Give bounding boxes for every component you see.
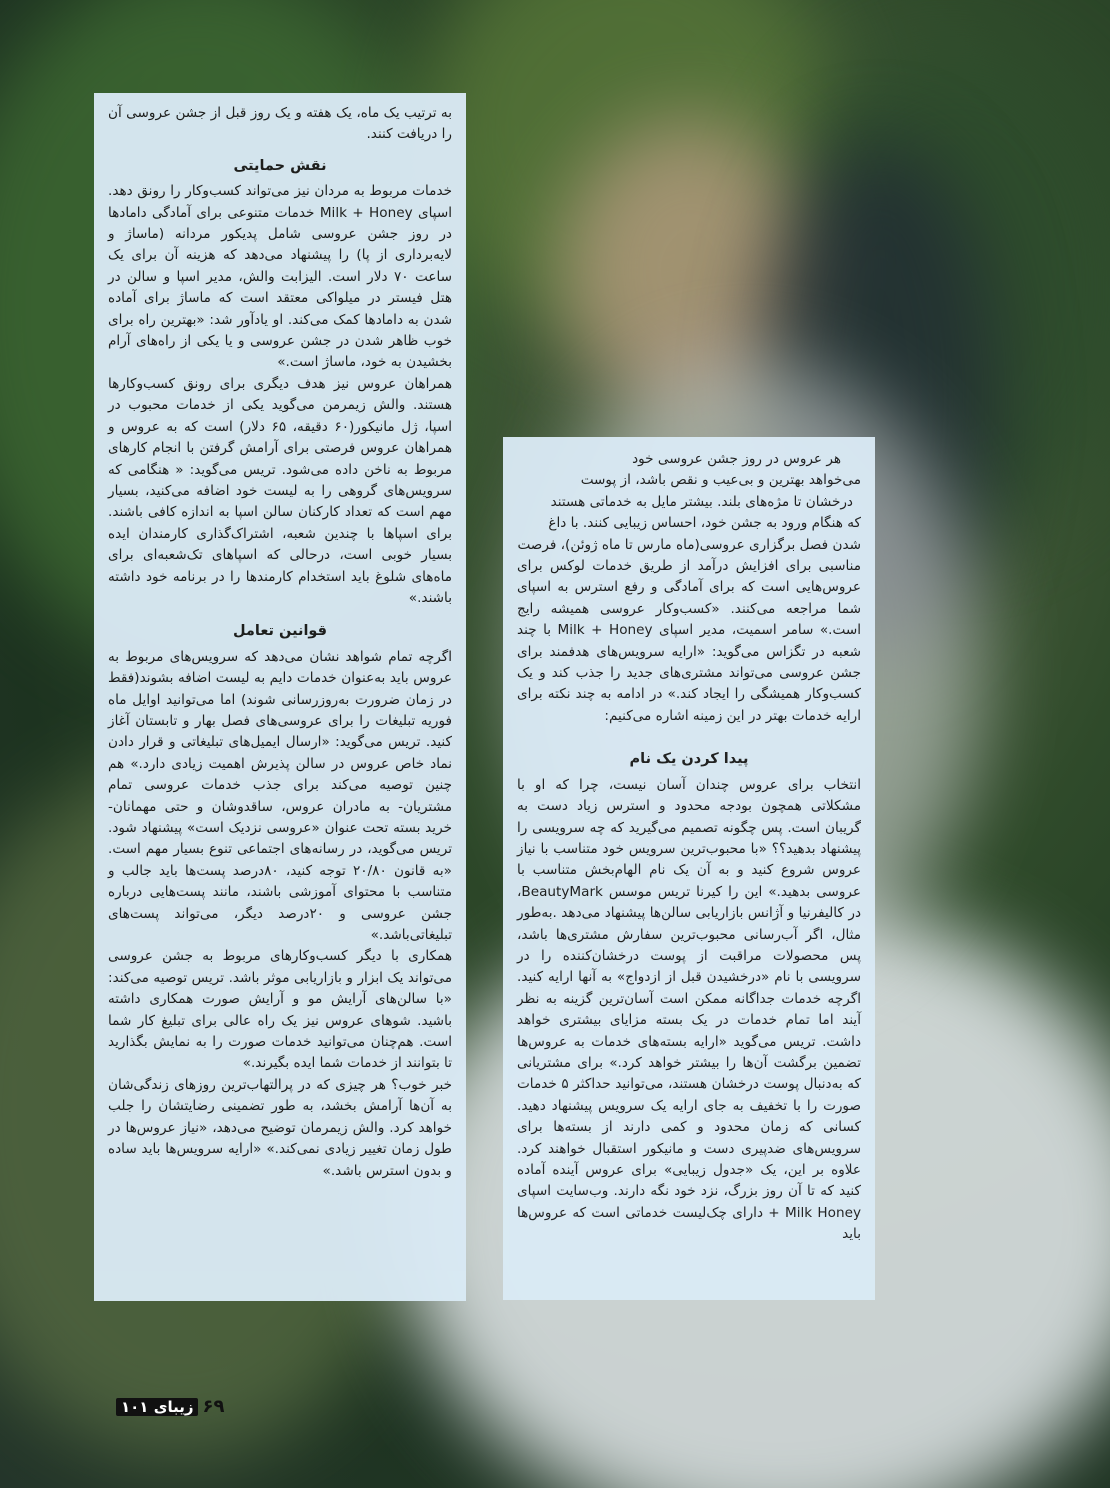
section-heading-naming: پیدا کردن یک نام bbox=[629, 751, 749, 768]
paragraph: همکاری با دیگر کسب‌وکارهای مربوط به جشن عروسی می‌تواند یک ابزار و بازاریابی موثر باشد. تریس توصیه می‌کند: «با سالن‌های آرایش مو و آرایش صورت همکاری داشته باشید. شوهای عروس نیز یک راه عالی برای تبلیغ کار شما است. هم‌چنان می‌توانید خدمات صورت را به نمایش بگذارید تا بتوانند از خدمات شما ایده بگیرند.» bbox=[108, 948, 452, 1072]
lead-line: می‌خواهد بهترین و بی‌عیب و نقص باشد، از پوست bbox=[580, 472, 861, 489]
lead-line: درخشان تا مژه‌های بلند. بیشتر مایل به خدماتی هستند bbox=[550, 493, 853, 510]
paragraph: اگرچه تمام شواهد نشان می‌دهد که سرویس‌های مربوط به عروس باید به‌عنوان خدمات دایم به لیست اضافه بشوند(فقط در زمان ضرورت به‌روزرسانی شوند) اما می‌توانید اوایل ماه فوریه تبلیغات را برای عروسی‌های فصل بهار و تابستان آغاز کنید. تریس می‌گوید: «ارسال ایمیل‌های تبلیغاتی و قرار دادن نماد خاص عروس در سالن پذیرش اهمیت زیادی دارد.» هم چنین توصیه می‌کند برای جذب خدمات عروسی تمام مشتریان- به مادران عروس، ساقدوشان و حتی مهمانان- خرید بسته تحت عنوان «عروسی نزدیک است» پیشنهاد شود. تریس می‌گوید، در رسانه‌های اجتماعی تنوع بسیار مهم است. «به قانون ۲۰/۸۰ توجه کنید، ۸۰درصد پست‌ها باید جالب و متناسب با محتوای آموزشی باشند، مانند پست‌هایی درباره جشن عروسی و ۲۰درصد دیگر، می‌تواند پست‌های تبلیغاتی‌باشد.» bbox=[108, 648, 452, 944]
paragraph: خبر خوب؟ هر چیزی که در پرالتهاب‌ترین روزهای زندگی‌شان به آن‌ها آرامش بخشد، به طور تضمینی رضایتشان را جلب خواهد کرد. والش زیمرمان توضیح می‌دهد، «نیاز عروس‌ها در طول زمان تغییر زیادی نمی‌کند.» «ارایه سرویس‌ها باید ساده و بدون استرس باشد.» bbox=[108, 1076, 452, 1179]
section-heading-engagement: قوانین تعامل bbox=[232, 623, 327, 640]
magazine-logo: زیبای ۱۰۱ bbox=[116, 1398, 198, 1416]
lead-rest: مناسبی برای افزایش درآمد از طریق خدمات لوکس برای عروس‌هایی است که برای آمادگی و رفع استرس به اسپای شما مراجعه می‌کنند. «کسب‌وکار عروسی همیشه رایج است.» سامر اسمیت، مدیر اسپای Milk + Honey با چند شعبه در تگزاس می‌گوید: «ارایه سرویس‌های هدفمند برای جشن عروسی می‌تواند مشتری‌های جدید را جذب کند و یک کسب‌وکار همیشگی را ایجاد کند.» در ادامه به چند نکته برای ارایه خدمات بهتر در این زمینه اشاره می‌کنیم: bbox=[517, 558, 862, 724]
lead-line: هر عروس در روز جشن عروسی خود bbox=[632, 451, 841, 467]
paragraph: همراهان عروس نیز هدف دیگری برای رونق کسب‌وکارها هستند. والش زیمرمن می‌گوید یکی از خدمات محبوب در اسپا، ژل مانیکور(۶۰ دقیقه، ۶۵ دلار) است که به عروس و همراهان عروس فرصتی برای آرامش گرفتن با انجام کارهای مربوط به ناخن داده می‌شود. تریس می‌گوید: « هنگامی که سرویس‌های گروهی را به لیست خود اضافه می‌کنید، بسیار مهم است که تعداد کارکنان سالن اسپا به اندازه کافی باشند. برای اسپاها با چندین شعبه، اشتراک‌گذاری کارمندان ایده بسیار خوبی است، درحالی که اسپاهای تک‌شعبه‌ای برای ماه‌های شلوغ باید استخدام کارمندها را در برنامه خود داشته باشند.» bbox=[108, 375, 452, 606]
page-footer bbox=[116, 1396, 224, 1417]
intro-paragraph: به ترتیب یک ماه، یک هفته و یک روز قبل از جشن عروسی آن را دریافت کنند. bbox=[108, 105, 452, 143]
lead-paragraph bbox=[517, 449, 861, 727]
page-number: ۶۹ bbox=[202, 1396, 225, 1417]
section-heading-support: نقش حمایتی bbox=[233, 157, 327, 174]
paragraph: انتخاب برای عروس چندان آسان نیست، چرا که او با مشکلاتی همچون بودجه محدود و استرس زیاد دست به گریبان است. پس چگونه تصمیم می‌گیرید که چه سرویسی را پیشنهاد بدهید؟؟ «با محبوب‌ترین سرویس خود متناسب با نیاز عروس شروع کنید و به آن یک نام الهام‌بخش متناسب با عروسی بدهید.» این را کیرنا تریس موسس BeautyMark، در کالیفرنیا و آژانس بازاریابی سالن‌ها پیشنهاد می‌دهد .به‌طور مثال، اگر آب‌رسانی محبوب‌ترین سفارش مشتری‌ها باشد، پس محصولات مراقبت از پوست درخشان‌کننده را در سرویسی با نام «درخشیدن قبل از ازدواج» به آنها ارایه کنید. اگرچه خدمات جداگانه ممکن است آسان‌ترین گزینه به نظر آیند اما تمام خدمات در یک بسته مزایای بیشتری خواهد داشت. تریس می‌گوید «ارایه بسته‌های خدمات به عروس‌ها تضمین برگشت آن‌ها را بیشتر خواهد کرد.» برای مشتریانی که به‌دنبال پوست درخشان هستند، می‌توانید حداکثر ۵ خدمات صورت را با تخفیف به جای ارایه یک سرویس پیشنهاد دهید. کسانی که زمان محدود و کمی دارند از بسته‌ها برای سرویس‌های ضدپیری دست و مانیکور استقبال خواهند کرد. علاوه بر این، یک «جدول زیبایی» برای عروس آینده آماده کنید که تا آن روز بزرگ، نزد خود نگه دارند. وب‌سایت اسپای Milk Honey + دارای چک‌لیست خدماتی است که عروس‌ها باید bbox=[517, 776, 861, 1243]
left-text-column bbox=[94, 93, 466, 1301]
lead-line: که هنگام ورود به جشن خود، احساس زیبایی کنند. با داغ bbox=[548, 515, 861, 532]
right-text-column bbox=[503, 437, 875, 1300]
lead-line: شدن فصل برگزاری عروسی(ماه مارس تا ماه ژوئن)، فرصت bbox=[517, 536, 861, 553]
paragraph: خدمات مربوط به مردان نیز می‌تواند کسب‌وکار را رونق دهد. اسپای Milk + Honey خدمات متنوعی برای آمادگی دامادها در روز جشن عروسی شامل پدیکور مردانه (ماساژ و لایه‌برداری از پا) را پیشنهاد می‌دهد که هزینه آن برای یک ساعت ۷۰ دلار است. الیزابت والش، مدیر اسپا و سالن در هتل فیستر در میلواکی معتقد است که ماساژ برای آماده شدن به دامادها کمک می‌کند. او یادآور شد: «بهترین راه برای خوب ظاهر شدن در جشن عروسی و یا یکی از راه‌های آرام بخشیدن به خود، ماساژ است.» bbox=[108, 183, 453, 371]
